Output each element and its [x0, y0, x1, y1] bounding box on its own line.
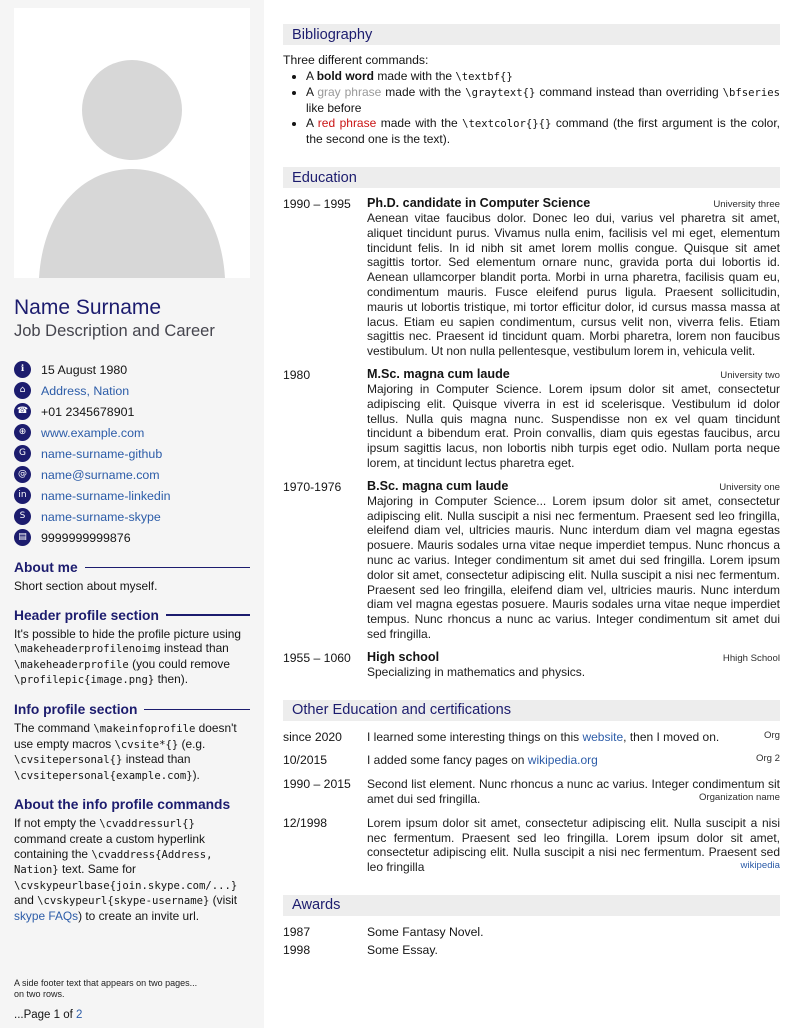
latex-command: \cvsitepersonal{} — [14, 754, 123, 767]
entry-body — [367, 752, 780, 768]
text-segment: command (the first argument is the color, the second one is the text). — [306, 116, 781, 146]
wikipedia-link[interactable]: wikipedia — [740, 860, 780, 872]
section-rule — [144, 709, 250, 710]
text-segment: Second list element. Nunc rhoncus a nunc ac varius. Integer condimentum sit amet dui sed fringilla. — [367, 777, 780, 806]
entry-body — [367, 367, 780, 471]
bibliography-item — [306, 85, 780, 116]
section-title: Awards — [292, 897, 341, 914]
education-section — [283, 167, 780, 680]
text-segment: I learned some interesting things on this — [367, 729, 583, 744]
card-icon: ▤ — [14, 529, 31, 546]
profile-photo — [14, 8, 250, 278]
text-segment: If not empty the — [14, 816, 100, 831]
latex-command: \makeheaderprofile — [14, 658, 129, 671]
about-info-commands-heading — [14, 797, 250, 812]
page-indicator — [14, 1009, 82, 1021]
latex-command: \textcolor{}{} — [462, 118, 552, 130]
bold-word: bold word — [316, 69, 375, 83]
award-year: 1987 — [283, 924, 311, 939]
organization-name: Organization name — [698, 791, 780, 803]
entry-description: Specializing in mathematics and physics. — [367, 664, 586, 679]
wikipedia-org-link[interactable]: wikipedia.org — [527, 753, 598, 768]
institution-name: University two — [720, 369, 780, 381]
entry-description: Majoring in Computer Science. Lorem ipsum dolor sit amet, consectetur adipiscing elit. Quisque viverra in est id scelerisque. Vestibulum id dolor tellus. Nulla quis magna nunc. Suspendisse non ex vel quam tincidunt tincidunt a bibendum erat. Proin convallis, diam quis egestas faucibus, arcu ipsum sagittis lacus, non lobortis nibh turpis eget odio. Nullam porta neque lorem, at tincidunt lectus pharetra eget. — [367, 381, 780, 470]
job-title: Job Description and Career — [14, 322, 215, 340]
text-segment: then). — [154, 672, 189, 687]
text-segment: It's possible to hide the profile picture using — [14, 626, 242, 641]
about-me-heading — [14, 560, 250, 575]
person-name: Name Surname — [14, 296, 162, 319]
entry-period: 1990 – 2015 — [283, 777, 351, 792]
text-segment: command instead than overriding — [535, 85, 723, 99]
text-segment: made with the — [376, 116, 463, 130]
text-segment: like before — [306, 101, 362, 115]
section-title: Education — [292, 169, 357, 186]
contact-card-number — [14, 529, 250, 546]
text-segment: , then I moved on. — [623, 729, 720, 744]
birthday-value: 15 August 1980 — [41, 362, 128, 377]
entry-period: since 2020 — [283, 729, 342, 744]
about-me-title: About me — [14, 560, 78, 575]
phone-icon: ☎ — [14, 403, 31, 420]
bibliography-item — [306, 116, 780, 147]
sidebar — [0, 0, 264, 1028]
award-year: 1998 — [283, 942, 311, 957]
education-section-header — [283, 167, 780, 188]
entry-body — [367, 650, 780, 680]
text-segment: command create a custom hyperlink containing the — [14, 831, 205, 861]
award-entry — [283, 942, 780, 957]
phone-value: +01 2345678901 — [41, 404, 135, 419]
institution-name: Hhigh School — [722, 652, 780, 664]
organization-name: Org — [764, 729, 780, 741]
latex-command: \cvaddress{Address, Nation} — [14, 848, 213, 877]
red-phrase: red phrase — [317, 116, 377, 130]
text-segment: doesn't use empty macros — [14, 720, 237, 751]
text-segment: (e.g. — [178, 736, 206, 751]
linkedin-link[interactable]: name-surname-linkedin — [41, 488, 171, 503]
text-segment: A — [306, 85, 318, 99]
text-segment: made with the — [381, 85, 466, 99]
entry-head — [367, 196, 780, 210]
contact-birthday — [14, 361, 250, 378]
side-footer-note — [14, 978, 234, 1000]
contact-linkedin — [14, 487, 250, 504]
birthday-icon: ℹ — [14, 361, 31, 378]
address-link[interactable]: Address, Nation — [41, 383, 130, 398]
education-entry — [283, 367, 780, 471]
text-segment: instead than — [122, 752, 191, 767]
header-profile-title: Header profile section — [14, 607, 159, 623]
other-education-entry — [283, 815, 780, 875]
contact-skype — [14, 508, 250, 525]
text-segment: and — [14, 893, 38, 908]
footer-line: A side footer text that appears on two pages... — [14, 978, 198, 988]
address-icon: ⌂ — [14, 382, 31, 399]
section-title: Other Education and certifications — [292, 702, 512, 719]
text-segment: A — [306, 116, 318, 130]
contact-github — [14, 445, 250, 462]
latex-command: \makeheaderprofilenoimg — [14, 643, 161, 656]
about-info-commands-title: About the info profile commands — [14, 797, 231, 813]
other-education-entry — [283, 776, 780, 807]
text-segment: The command — [14, 720, 94, 735]
latex-command: \cvskypeurl{skype-username} — [37, 895, 210, 908]
next-page-link[interactable]: 2 — [76, 1009, 83, 1021]
award-text: Some Fantasy Novel. — [367, 924, 484, 939]
other-education-entry — [283, 752, 780, 768]
entry-body — [367, 815, 780, 875]
latex-command: \graytext{} — [465, 87, 536, 99]
contact-website — [14, 424, 250, 441]
entry-body — [367, 196, 780, 359]
entry-period: 12/1998 — [283, 815, 328, 830]
skype-link[interactable]: name-surname-skype — [41, 509, 161, 524]
about-info-commands-text — [14, 816, 250, 923]
education-entry — [283, 479, 780, 642]
contact-address — [14, 382, 250, 399]
latex-command: \cvskypeurlbase{join.skype.com/...} — [14, 879, 238, 892]
entry-description: Aenean vitae faucibus dolor. Donec leo dui, varius vel pharetra sit amet, aliquet tincidunt purus. Vivamus nulla enim, facilisis vel mi eget, elementum tincidunt felis. In id nibh sit amet lorem mollis congue. Quisque sit amet sagittis tortor. Sed elementum ornare nunc, gravida porta dui lobortis id. Aenean ullamcorper blandit porta. Morbi in urna pharetra, facilisis quam eu, condimentum mauris. Fusce eleifend purus ligula. Praesent sollicitudin, mauris ut lobortis tristique, mi tortor efficitur dolor, id cursus massa massa at lacus. Etiam eu sapien condimentum, cursus velit non, viverra felis. Etiam sagittis nec. Praesent id tincidunt quam. Morbi pharetra, lorem non faucibus vestibulum. Ut non nulla pellentesque, vestibulum lorem in, vehicula velit. — [367, 211, 780, 359]
skype-faqs-link[interactable]: skype FAQs — [14, 908, 79, 923]
skype-icon: S — [14, 508, 31, 525]
degree-title: M.Sc. magna cum laude — [367, 366, 510, 381]
github-link[interactable]: name-surname-github — [41, 446, 163, 461]
entry-head — [367, 367, 780, 381]
entry-period: 1980 — [283, 367, 311, 382]
text-segment: I added some fancy pages on — [367, 753, 528, 768]
latex-command: \textbf{} — [455, 71, 513, 83]
latex-command: \profilepic{image.png} — [14, 674, 155, 687]
text-segment: ). — [192, 767, 200, 782]
contact-phone — [14, 403, 250, 420]
main-content — [283, 0, 780, 957]
latex-command: \cvsite*{} — [114, 738, 179, 751]
text-segment: (you could remove — [128, 656, 230, 671]
bibliography-section — [283, 24, 780, 147]
gray-phrase: gray phrase — [317, 85, 382, 99]
page-indicator-text: ...Page 1 of — [14, 1009, 77, 1021]
entry-period: 10/2015 — [283, 753, 328, 768]
website-link[interactable]: website — [582, 729, 624, 744]
degree-title: B.Sc. magna cum laude — [367, 478, 509, 493]
entry-head — [367, 479, 780, 493]
website-link[interactable]: www.example.com — [41, 425, 145, 440]
bibliography-section-header — [283, 24, 780, 45]
info-profile-title: Info profile section — [14, 701, 138, 717]
bibliography-item — [306, 69, 780, 85]
text-segment: made with the — [374, 69, 456, 83]
about-me-text: Short section about myself. — [14, 579, 158, 593]
other-education-entry — [283, 729, 780, 745]
bibliography-list — [283, 69, 780, 147]
text-segment: A — [306, 69, 317, 83]
header-profile-heading — [14, 608, 250, 623]
award-entry — [283, 924, 780, 939]
entry-body — [367, 479, 780, 642]
card-number-value: 9999999999876 — [41, 530, 131, 545]
award-text: Some Essay. — [367, 942, 438, 957]
latex-command: \bfseries — [722, 87, 780, 99]
institution-name: University three — [713, 199, 780, 210]
text-segment: text. Same for — [58, 862, 136, 877]
bibliography-intro: Three different commands: — [283, 53, 429, 67]
degree-title: Ph.D. candidate in Computer Science — [367, 196, 591, 210]
degree-title: High school — [367, 649, 440, 664]
website-icon: ⊕ — [14, 424, 31, 441]
footer-line: on two rows. — [14, 989, 65, 999]
section-rule — [85, 567, 250, 568]
other-education-section-header — [283, 700, 780, 721]
email-link[interactable]: name@surname.com — [41, 467, 160, 482]
text-segment: ) to create an invite url. — [78, 908, 200, 923]
other-education-section — [283, 700, 780, 875]
linkedin-icon: in — [14, 487, 31, 504]
latex-command: \makeinfoprofile — [93, 722, 196, 735]
email-icon: @ — [14, 466, 31, 483]
github-icon: G — [14, 445, 31, 462]
contact-list — [14, 361, 250, 546]
entry-body — [367, 729, 780, 745]
awards-section — [283, 895, 780, 957]
text-segment: (visit — [209, 893, 238, 908]
latex-command: \cvaddressurl{} — [99, 818, 195, 831]
entry-period: 1955 – 1060 — [283, 650, 351, 665]
education-entry — [283, 196, 780, 359]
entry-period: 1970-1976 — [283, 479, 342, 494]
person-silhouette-icon — [14, 8, 250, 278]
entry-description: Majoring in Computer Science... Lorem ipsum dolor sit amet, consectetur adipiscing elit. Nulla suscipit a nisi nec fermentum. Praesent sed leo fringilla, eleifend diam vel, ultricies mauris. Nunc interdum diam vel magna egestas posuere. Mauris sodales urna vitae neque imperdiet tempus. Nunc rhoncus a nunc ac varius. Integer condimentum sit amet dui sed fringilla. Lorem ipsum dolor sit amet, consectetur adipiscing elit. Nulla suscipit a nisi nec fermentum. Praesent sed leo fringilla, eleifend diam vel, ultricies mauris. Nunc interdum diam vel magna egestas posuere. Mauris sodales urna vitae neque imperdiet tempus. Nunc rhoncus a nunc ac varius. Integer condimentum sit amet dui sed fringilla. — [367, 493, 780, 641]
awards-section-header — [283, 895, 780, 916]
latex-command: \cvsitepersonal{example.com} — [14, 769, 193, 782]
institution-name: University one — [719, 481, 780, 493]
contact-email — [14, 466, 250, 483]
section-title: Bibliography — [292, 26, 373, 43]
text-segment: Lorem ipsum dolor sit amet, consectetur adipiscing elit. Nulla suscipit a nisi nec fermentum. Praesent sed leo fringilla. Lorem ipsum dolor sit amet, consectetur adipiscing elit. Nulla suscipit a nisi nec fermentum. Praesent sed leo fringilla — [367, 815, 780, 875]
section-rule — [166, 614, 250, 615]
entry-head — [367, 650, 780, 664]
education-entry — [283, 650, 780, 680]
entry-body — [367, 776, 780, 807]
organization-name: Org 2 — [756, 753, 780, 765]
info-profile-text — [14, 721, 250, 783]
header-profile-text — [14, 627, 250, 688]
text-segment: instead than — [160, 641, 229, 656]
entry-period: 1990 – 1995 — [283, 197, 351, 211]
info-profile-heading — [14, 702, 250, 717]
